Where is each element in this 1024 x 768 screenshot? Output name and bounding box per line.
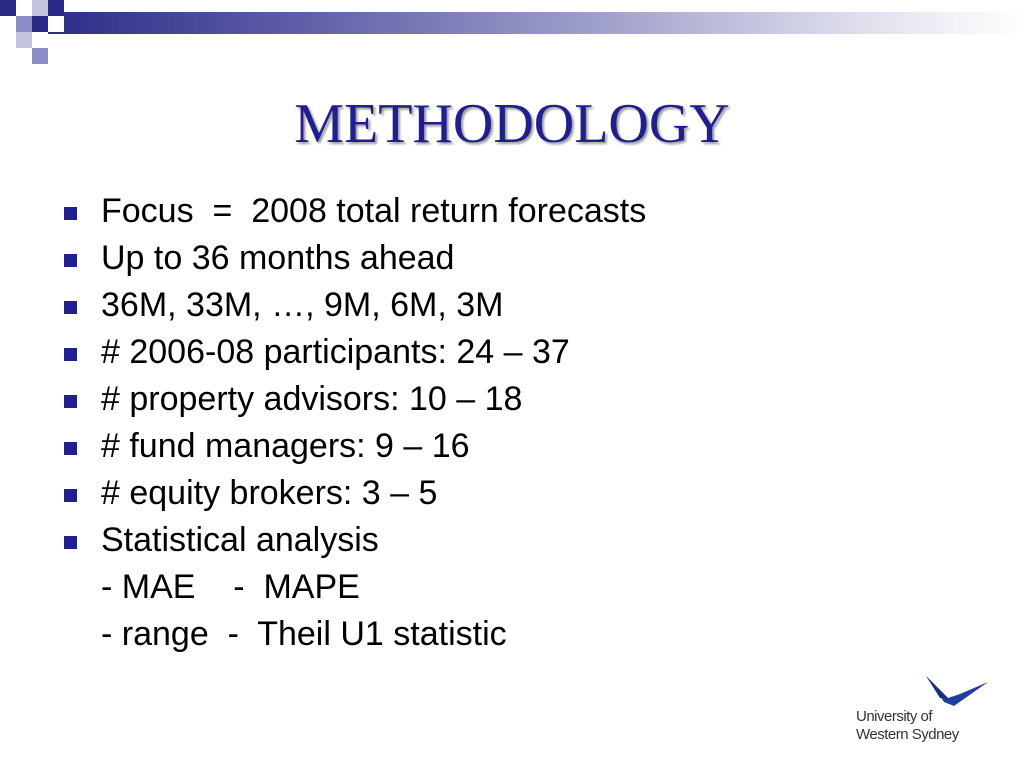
bullet-text: 36M, 33M, …, 9M, 6M, 3M	[101, 286, 504, 324]
bullet-item	[64, 423, 964, 470]
bullet-item	[64, 376, 964, 423]
decor-square	[32, 32, 48, 48]
bullet-item	[64, 282, 964, 329]
bullet-text: # fund managers: 9 – 16	[101, 427, 470, 465]
bullet-text: Up to 36 months ahead	[101, 239, 455, 277]
sub-line: - MAE - MAPE	[101, 568, 360, 606]
bullet-item	[64, 329, 964, 376]
bullet-item	[64, 235, 964, 282]
square-bullet-icon	[64, 489, 77, 502]
bullet-item	[64, 517, 964, 564]
decor-square	[48, 0, 64, 16]
bullet-text: # 2006-08 participants: 24 – 37	[101, 333, 570, 371]
square-bullet-icon	[64, 536, 77, 549]
sub-line: - range - Theil U1 statistic	[101, 615, 507, 653]
decor-square	[32, 0, 48, 16]
header-gradient-bar	[32, 12, 1024, 34]
decor-square	[0, 0, 16, 16]
square-bullet-icon	[64, 301, 77, 314]
decor-square	[16, 32, 32, 48]
logo-text-line2: Western Sydney	[856, 726, 959, 743]
square-bullet-icon	[64, 254, 77, 267]
slide-title: METHODOLOGY	[294, 93, 730, 155]
bullet-text: # property advisors: 10 – 18	[101, 380, 523, 418]
bullet-text: Focus = 2008 total return forecasts	[101, 192, 647, 230]
square-bullet-icon	[64, 348, 77, 361]
bullet-item	[64, 188, 964, 235]
decor-square	[16, 0, 32, 16]
decor-square	[32, 48, 48, 64]
bird-wing-icon	[856, 672, 996, 712]
decor-square	[0, 16, 16, 32]
square-bullet-icon	[64, 207, 77, 220]
logo-text-line1: University of	[856, 708, 933, 725]
decor-square	[16, 16, 32, 32]
square-bullet-icon	[64, 395, 77, 408]
header-decoration	[0, 0, 1024, 70]
bullet-item	[64, 470, 964, 517]
bullet-list	[64, 188, 964, 658]
university-logo	[856, 672, 996, 752]
bullet-text: Statistical analysis	[101, 521, 379, 559]
bullet-text: # equity brokers: 3 – 5	[101, 474, 438, 512]
square-bullet-icon	[64, 442, 77, 455]
decor-square	[48, 16, 64, 32]
decor-square	[32, 16, 48, 32]
